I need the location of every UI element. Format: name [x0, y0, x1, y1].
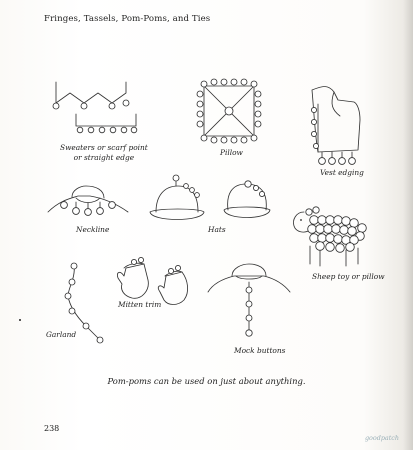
- mock-buttons-illustration: [208, 264, 290, 336]
- caption-pillow: Pillow: [220, 148, 243, 157]
- pillow-illustration: [197, 79, 261, 143]
- page-number: 238: [44, 424, 60, 433]
- caption-neckline: Neckline: [76, 225, 110, 234]
- caption-mock: Mock buttons: [234, 346, 286, 355]
- caption-sheep: Sheep toy or pillow: [312, 272, 385, 281]
- caption-sweaters: Sweaters or scarf point or straight edge: [60, 143, 148, 162]
- caption-hats: Hats: [208, 225, 226, 234]
- running-header: Fringes, Tassels, Pom-Poms, and Ties: [44, 14, 211, 24]
- caption-garland: Garland: [46, 330, 77, 339]
- mitten-illustration: [117, 257, 187, 304]
- caption-mitten: Mitten trim: [118, 300, 162, 309]
- sheep-illustration: [293, 207, 366, 266]
- sweater-edge-illustration: [53, 82, 137, 133]
- hats-illustration: [150, 175, 270, 220]
- neckline-illustration: [48, 186, 128, 215]
- vest-edging-illustration: [311, 87, 360, 165]
- caption-vest: Vest edging: [320, 168, 364, 177]
- figure-caption: Pom-poms can be used on just about anything.: [107, 376, 306, 386]
- watermark: goodpatch: [364, 434, 399, 442]
